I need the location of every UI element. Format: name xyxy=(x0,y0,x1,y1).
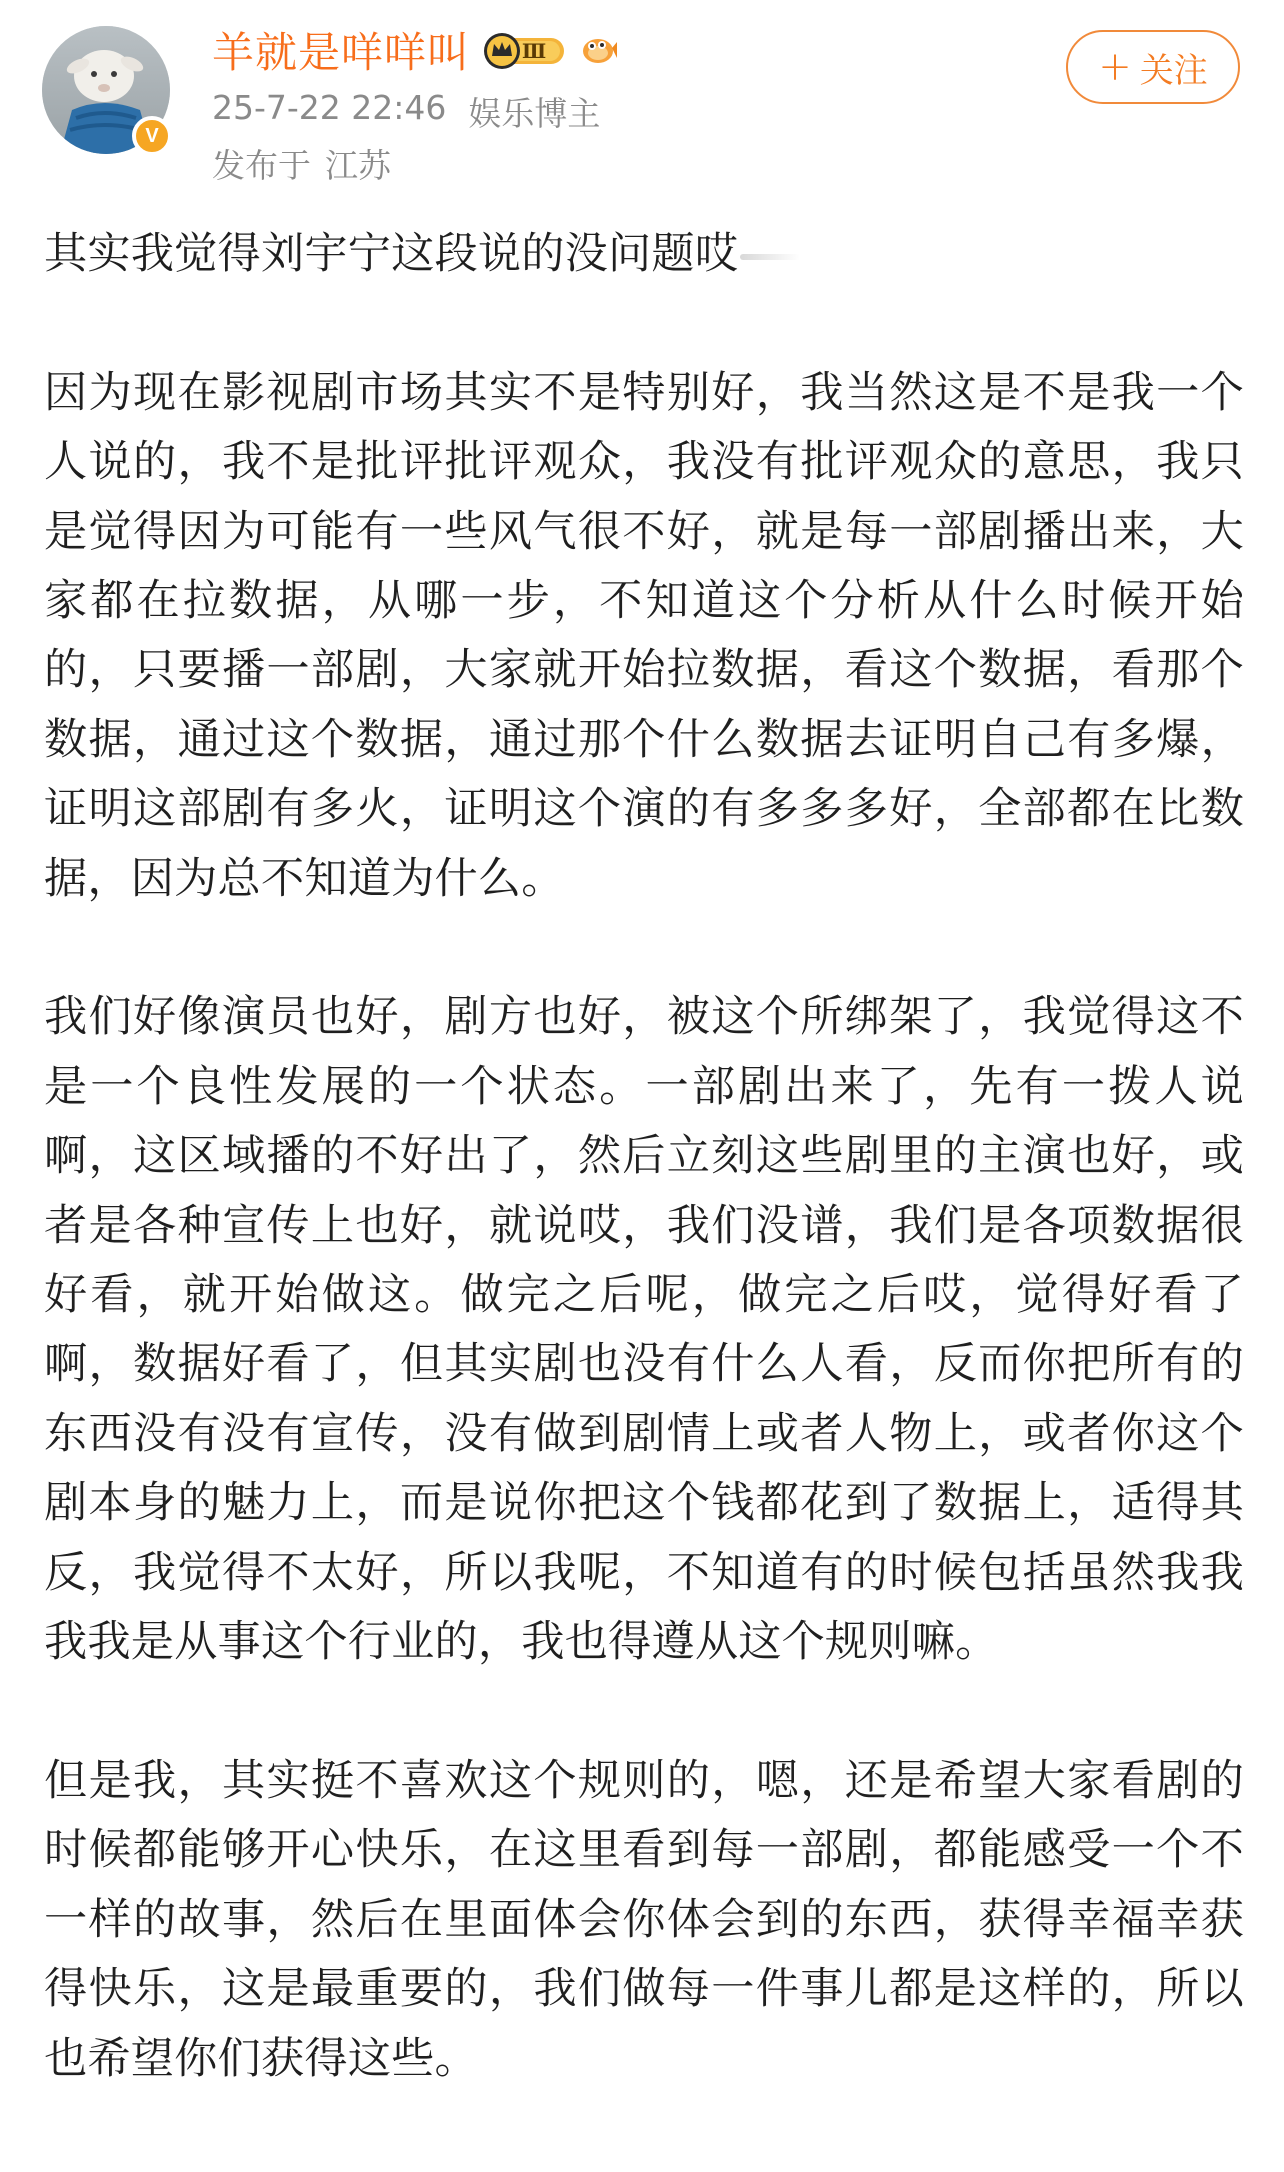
name-row xyxy=(212,20,618,80)
post-location xyxy=(212,140,391,187)
vip-level-label: Ⅲ xyxy=(521,39,547,63)
plus-icon: + xyxy=(1098,44,1132,90)
post-paragraph xyxy=(44,220,1244,289)
post-header xyxy=(0,0,1284,200)
location-label: 发布于 xyxy=(212,146,311,185)
post-paragraph-text: 其实我觉得刘宇宁这段说的没问题哎 xyxy=(44,229,739,279)
follow-label: 关注 xyxy=(1139,50,1208,91)
verified-icon: V xyxy=(132,116,172,156)
fish-icon xyxy=(578,30,618,70)
post-body xyxy=(44,220,1244,2163)
crown-vip-badge-icon[interactable] xyxy=(482,30,568,70)
post-paragraph: 但是我，其实挺不喜欢这个规则的，嗯，还是希望大家看剧的时候都能够开心快乐，在这里看到每一部剧，都能感受一个不一样的故事，然后在里面体会你体会到的东西，获得幸福幸获得快乐，这是最重要的，我们做每一件事儿都是这样的，所以也希望你们获得这些。 xyxy=(44,1755,1244,2084)
username[interactable]: 羊就是咩咩叫 xyxy=(212,28,471,77)
post-paragraph: 我们好像演员也好，剧方也好，被这个所绑架了，我觉得这不是一个良性发展的一个状态。一部剧出来了，先有一拨人说啊，这区域播的不好出了，然后立刻这些剧里的主演也好，或者是各种宣传上也好，就说哎，我们没谱，我们是各项数据很好看，就开始做这。做完之后呢，做完之后哎，觉得好看了啊，数据好看了，但其实剧也没有什么人看，反而你把所有的东西没有没有宣传，没有做到剧情上或者人物上，或者你这个剧本身的魅力上，而是说你把这个钱都花到了数据上，适得其反，我觉得不太好，所以我呢，不知道有的时候包括虽然我我我我是从事这个行业的，我也得遵从这个规则嘛。 xyxy=(44,992,1244,1668)
avatar-container[interactable] xyxy=(42,26,170,154)
post-paragraph: 因为现在影视剧市场其实不是特别好，我当然这是不是我一个人说的，我不是批评批评观众，我没有批评观众的意思，我只是觉得因为可能有一些风气很不好，就是每一部剧播出来，大家都在拉数据，从哪一步，不知道这个分析从什么时候开始的，只要播一部剧，大家就开始拉数据，看这个数据，看那个数据，通过这个数据，通过那个什么数据去证明自己有多爆，证明这部剧有多火，证明这个演的有多多多好，全部都在比数据，因为总不知道为什么。 xyxy=(44,367,1244,904)
post-timestamp: 25-7-22 22:46 xyxy=(212,88,447,127)
location-value: 江苏 xyxy=(325,146,391,185)
text-trail-decoration xyxy=(740,254,800,260)
author-category: 娱乐博主 xyxy=(468,94,601,133)
post-meta xyxy=(212,88,600,135)
follow-button[interactable] xyxy=(1066,30,1240,104)
